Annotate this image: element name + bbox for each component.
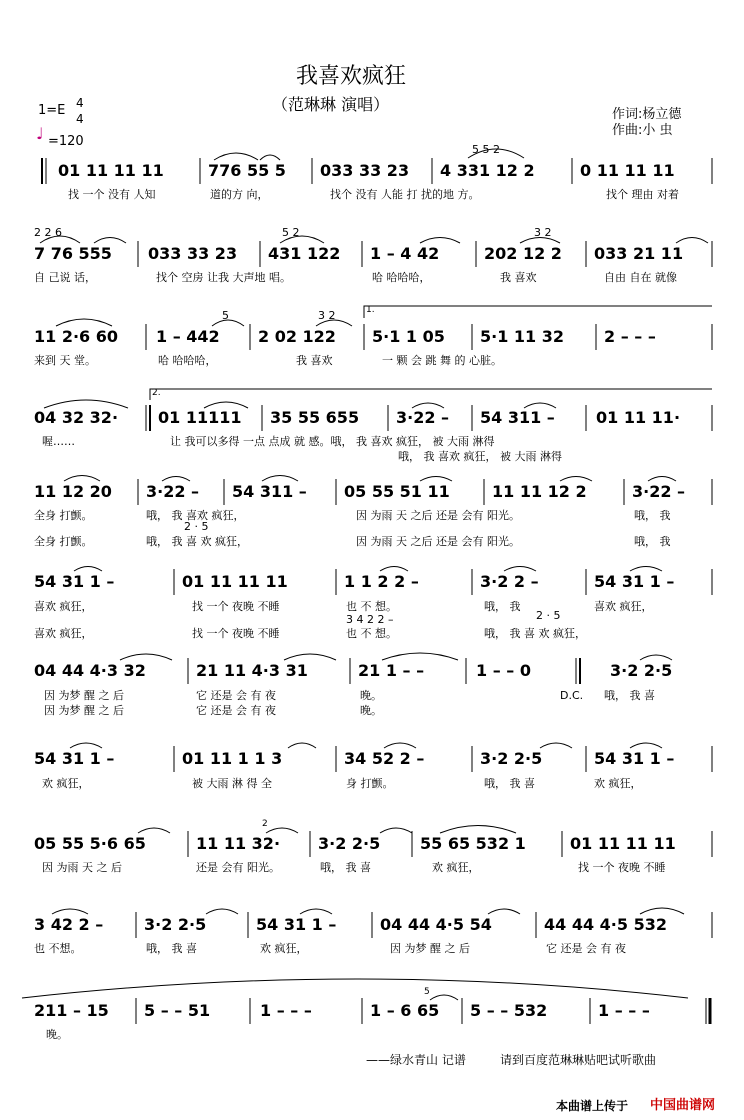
- measure: 3 42 2 –: [34, 915, 104, 934]
- measure: 2 02 122: [258, 327, 336, 346]
- lyric-line: 因 为梦 醒 之 后: [44, 704, 124, 717]
- lyric-line: 找个 空房 让我 大声地 唱。: [156, 271, 291, 284]
- measure: 01 11 11 11: [182, 572, 288, 591]
- lyric-line: 欢 疯狂，: [260, 942, 308, 955]
- measure: 54 311 –: [232, 482, 307, 501]
- volta-1: 1.: [366, 305, 375, 315]
- lyric-line: 因 为雨 天 之 后: [42, 861, 122, 874]
- lyric-line: 哈 哈哈哈，: [158, 354, 217, 367]
- measure: 54 31 1 –: [34, 749, 115, 768]
- measure: 01 11 1 1 3: [182, 749, 283, 768]
- site-logo: 中国曲谱网: [650, 1098, 716, 1113]
- lyricist: 作词:杨立德: [612, 107, 682, 122]
- measure: 3·22 –: [146, 482, 200, 501]
- lyric-line: 也 不想。: [34, 942, 82, 955]
- grace-note: 5: [424, 987, 430, 997]
- measure: 01 11111: [158, 408, 242, 427]
- measure: 3·2 2·5: [480, 749, 543, 768]
- measure: 4 331 12 2: [440, 161, 535, 180]
- lyric-line: 找个 理由 对着: [606, 188, 679, 201]
- dal-capo-marking: D.C.: [560, 689, 584, 702]
- measure: 34 52 2 –: [344, 749, 425, 768]
- measure: 5·1 11 32: [480, 327, 565, 346]
- lyric-line: 因 为梦 醒 之 后: [390, 942, 470, 955]
- measure: 3·2 2·5: [144, 915, 207, 934]
- measure: 1 – – –: [260, 1001, 312, 1020]
- lyric-line: 自 己说 话，: [34, 271, 96, 284]
- time-sig-top: 4: [76, 96, 84, 110]
- lyric-line: 它 还是 会 有 夜: [546, 942, 626, 955]
- lyric-line: 找 一个 没有 人知: [68, 188, 156, 201]
- measure: 55 65 532 1: [420, 834, 526, 853]
- lyric-line: 我 喜欢: [296, 354, 333, 367]
- measure: 3·22 –: [396, 408, 450, 427]
- lyric-line: 喔……: [42, 435, 75, 448]
- lyric-line: 晚。: [360, 689, 382, 702]
- measure: 05 55 51 11: [344, 482, 450, 501]
- measure: 3·2 2·5: [318, 834, 381, 853]
- lyric-line: 全身 打颤。: [34, 509, 93, 522]
- lyric-line: 哦， 我 喜: [320, 861, 371, 874]
- measure: 11 11 12 2: [492, 482, 587, 501]
- measure: 35 55 655: [270, 408, 360, 427]
- song-subtitle: （范琳琳 演唱）: [272, 95, 390, 114]
- lyric-line: 喜欢 疯狂，: [34, 627, 93, 640]
- listen-note: 请到百度范琳琳贴吧试听歌曲: [500, 1053, 657, 1067]
- grace-note: 2: [262, 819, 268, 829]
- lyric-line: 我 喜欢: [500, 271, 537, 284]
- lyric-line: 哦， 我 喜: [484, 777, 535, 790]
- lyric-line: 还是 会有 阳光。: [196, 861, 280, 874]
- measure: 5 – – 532: [470, 1001, 548, 1020]
- lyric-line: 身 打颤。: [346, 777, 394, 790]
- measure: 0 11 11 11: [580, 161, 675, 180]
- lyric-line: 欢 疯狂，: [594, 777, 642, 790]
- lyric-line: 因 为梦 醒 之 后: [44, 689, 124, 702]
- volta-2: 2.: [152, 388, 161, 398]
- transcriber-credit: ——绿水青山 记谱: [366, 1053, 466, 1067]
- measure: 1 1 2 2 –: [344, 572, 419, 591]
- lyric-line: 哦， 我 喜欢 疯狂，: [146, 509, 245, 522]
- lyric-line: 哦， 我: [634, 535, 671, 548]
- measure: 54 31 1 –: [256, 915, 337, 934]
- upper-octave-marks: 3 2: [534, 226, 552, 239]
- composer: 作曲:小 虫: [612, 123, 673, 138]
- measure: 3·2 2 –: [480, 572, 539, 591]
- lyric-line: 哦， 我: [484, 600, 521, 613]
- measure: 04 32 32·: [34, 408, 119, 427]
- time-sig-bottom: 4: [76, 112, 84, 126]
- lyric-line: 哈 哈哈哈，: [372, 271, 431, 284]
- lyric-line: 晚。: [46, 1028, 68, 1041]
- measure: 04 44 4·3 32: [34, 661, 146, 680]
- upload-text: 本曲谱上传于: [556, 1099, 629, 1113]
- measure: 1 – – –: [598, 1001, 650, 1020]
- lyric-line: 哦， 我 喜 欢 疯狂，: [484, 627, 586, 640]
- measure: 431 122: [268, 244, 341, 263]
- lyric-line: 找个 没有 人能 打 扰的地 方。: [330, 188, 480, 201]
- measure: 11 11 32·: [196, 834, 281, 853]
- lyric-line: 它 还是 会 有 夜: [196, 689, 276, 702]
- lyric-line: 欢 疯狂，: [432, 861, 480, 874]
- upper-octave-marks: 3 2: [318, 309, 336, 322]
- measure: 54 311 –: [480, 408, 555, 427]
- measure: 1 – 4 42: [370, 244, 440, 263]
- lyric-line: 哦， 我 喜: [146, 942, 197, 955]
- measure: 05 55 5·6 65: [34, 834, 146, 853]
- measure: 44 44 4·5 532: [544, 915, 667, 934]
- measure: 11 2·6 60: [34, 327, 119, 346]
- alt-melody: 3 4 2 2 –: [346, 613, 394, 626]
- lyric-line: 全身 打颤。: [34, 535, 93, 548]
- measure: 01 11 11 11: [58, 161, 164, 180]
- upper-octave-marks: 5 2: [282, 226, 300, 239]
- lyric-line: 哦， 我 喜 欢 疯狂，: [146, 535, 248, 548]
- measure: 033 33 23: [320, 161, 410, 180]
- measure: 54 31 1 –: [594, 749, 675, 768]
- song-title: 我喜欢疯狂: [296, 64, 407, 89]
- lyric-line: 哦， 我 喜欢 疯狂， 被 大雨 淋得: [398, 450, 562, 463]
- lyric-line: 因 为雨 天 之后 还是 会有 阳光。: [356, 535, 520, 548]
- lyric-line: 让 我可以多得 一点 点成 就 感。哦， 我 喜欢 疯狂， 被 大雨 淋得: [170, 435, 495, 448]
- measure: 1 – 6 65: [370, 1001, 440, 1020]
- measure: 5 – – 51: [144, 1001, 211, 1020]
- measure: 21 11 4·3 31: [196, 661, 308, 680]
- measure: 04 44 4·5 54: [380, 915, 492, 934]
- lyric-line: 道的方 向，: [210, 188, 269, 201]
- lyric-line: 它 还是 会 有 夜: [196, 704, 276, 717]
- lyric-line: 晚。: [360, 704, 382, 717]
- tempo-marking: =120: [48, 134, 84, 149]
- lyric-line: 哦， 我: [634, 509, 671, 522]
- measure: 5·1 1 05: [372, 327, 445, 346]
- measure: 3·2 2·5: [610, 661, 673, 680]
- measure: 1 – – 0: [476, 661, 531, 680]
- upper-octave-marks: 5 5 2: [472, 143, 500, 156]
- lyric-line: 找 一个 夜晚 不睡: [192, 600, 280, 613]
- measure: 2 – – –: [604, 327, 656, 346]
- lyric-line: 找 一个 夜晚 不睡: [578, 861, 666, 874]
- lyric-line: 因 为雨 天 之后 还是 会有 阳光。: [356, 509, 520, 522]
- measure: 11 12 20: [34, 482, 112, 501]
- measure: 033 21 11: [594, 244, 684, 263]
- upper-octave-marks: 2 · 5: [184, 520, 209, 533]
- measure: 54 31 1 –: [34, 572, 115, 591]
- measure: 3·22 –: [632, 482, 686, 501]
- upper-octave-marks: 5: [222, 309, 229, 322]
- lyric-line: 哦， 我 喜: [604, 689, 655, 702]
- upper-octave-marks: 2 · 5: [536, 609, 561, 622]
- lyric-line: 喜欢 疯狂，: [34, 600, 93, 613]
- lyric-line: 一 颗 会 跳 舞 的 心脏。: [382, 354, 502, 367]
- measure: 7 76 555: [34, 244, 112, 263]
- lyric-line: 来到 天 堂。: [34, 354, 96, 367]
- lyric-line: 也 不 想。: [346, 600, 397, 613]
- measure: 202 12 2: [484, 244, 562, 263]
- measure: 01 11 11 11: [570, 834, 676, 853]
- measure: 01 11 11·: [596, 408, 681, 427]
- measure: 54 31 1 –: [594, 572, 675, 591]
- lyric-line: 喜欢 疯狂，: [594, 600, 653, 613]
- lyric-line: 自由 自在 就像: [604, 271, 677, 284]
- measure: 1 – 442: [156, 327, 220, 346]
- measure: 21 1 – –: [358, 661, 425, 680]
- lyric-line: 被 大雨 淋 得 全: [192, 777, 272, 790]
- lyric-line: 也 不 想。: [346, 627, 397, 640]
- quarter-note-icon: ♩: [36, 124, 44, 143]
- lyric-line: 找 一个 夜晚 不睡: [192, 627, 280, 640]
- key-signature: 1=E: [38, 103, 66, 118]
- measure: 033 33 23: [148, 244, 238, 263]
- lyric-line: 欢 疯狂，: [42, 777, 90, 790]
- measure: 776 55 5: [208, 161, 286, 180]
- upper-octave-marks: 2 2 6: [34, 226, 62, 239]
- measure: 211 – 15: [34, 1001, 109, 1020]
